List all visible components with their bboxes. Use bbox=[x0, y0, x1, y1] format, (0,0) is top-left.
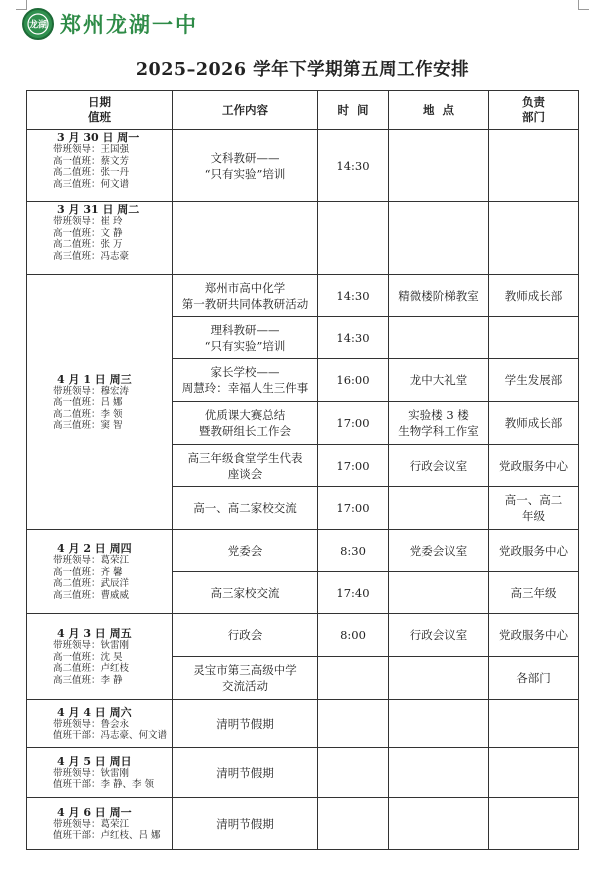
event-time: 17:00 bbox=[318, 402, 389, 445]
event-content: 党委会 bbox=[173, 530, 318, 572]
header-date-duty bbox=[27, 91, 173, 130]
duty-line: 带班领导：葛荣江 bbox=[53, 818, 130, 830]
event-place bbox=[389, 202, 489, 275]
event-dept bbox=[489, 130, 579, 202]
event-dept bbox=[489, 317, 579, 359]
duty-line: 带班领导：穆宏涛 bbox=[53, 385, 130, 397]
page-corner-mark bbox=[578, 0, 589, 10]
day-date: 4 月 4 日 周六 bbox=[57, 705, 132, 719]
duty-line: 值班干部：冯志豪、何文谱 bbox=[53, 730, 168, 741]
event-time bbox=[318, 657, 389, 700]
event-dept: 党政服务中心 bbox=[489, 445, 579, 487]
school-logo-icon bbox=[22, 8, 54, 40]
event-dept: 党政服务中心 bbox=[489, 614, 579, 657]
event-dept bbox=[489, 700, 579, 748]
event-dept: 学生发展部 bbox=[489, 359, 579, 402]
header-content: 工作内容 bbox=[173, 91, 318, 130]
logo-text: 龙湖 bbox=[28, 20, 48, 31]
duty-line: 高一值班：蔡文芳 bbox=[53, 155, 130, 167]
header-date-label: 日期 bbox=[88, 95, 111, 109]
header-dept-label-1: 负责 bbox=[522, 95, 545, 109]
event-time: 8:00 bbox=[318, 614, 389, 657]
event-time: 14:30 bbox=[318, 130, 389, 202]
duty-line: 高二值班：武辰洋 bbox=[53, 578, 130, 589]
duty-line: 高三值班：曹威威 bbox=[53, 589, 130, 601]
event-dept: 教师成长部 bbox=[489, 275, 579, 317]
event-place: 党委会议室 bbox=[389, 530, 489, 572]
day-date: 4 月 3 日 周五 bbox=[57, 627, 132, 640]
table-row bbox=[27, 130, 579, 202]
duty-line: 带班领导：钬雷刚 bbox=[53, 640, 130, 651]
table-row bbox=[27, 700, 579, 748]
duty-line: 值班干部：李 静、李 领 bbox=[53, 779, 155, 790]
day-date: 3 月 30 日 周一 bbox=[57, 131, 140, 144]
duty-line: 带班领导：葛荣江 bbox=[53, 555, 130, 566]
day-cell bbox=[27, 530, 173, 614]
event-content: 高一、高二家校交流 bbox=[173, 487, 318, 530]
event-content: 高三年级食堂学生代表 座谈会 bbox=[173, 445, 318, 487]
duty-line: 高一值班：吕 娜 bbox=[53, 397, 123, 408]
event-place bbox=[389, 317, 489, 359]
event-content: 清明节假期 bbox=[173, 748, 318, 798]
event-dept bbox=[489, 798, 579, 850]
event-time bbox=[318, 798, 389, 850]
table-header-row bbox=[27, 91, 579, 130]
duty-line: 高二值班：张一丹 bbox=[53, 167, 130, 178]
event-time bbox=[318, 202, 389, 275]
event-time: 17:40 bbox=[318, 572, 389, 614]
table-row bbox=[27, 275, 579, 317]
header-time: 时 间 bbox=[318, 91, 389, 130]
day-date: 4 月 5 日 周日 bbox=[57, 754, 132, 768]
table-row bbox=[27, 530, 579, 572]
header-dept-label-2: 部门 bbox=[522, 110, 545, 124]
event-time: 17:00 bbox=[318, 445, 389, 487]
day-date: 4 月 2 日 周四 bbox=[57, 542, 132, 555]
event-time: 14:30 bbox=[318, 275, 389, 317]
duty-line: 高一值班：文 静 bbox=[53, 227, 123, 239]
header-place: 地 点 bbox=[389, 91, 489, 130]
duty-line: 带班领导：崔 玲 bbox=[53, 216, 123, 227]
duty-line: 高二值班：李 领 bbox=[53, 408, 123, 420]
event-place bbox=[389, 487, 489, 530]
duty-line: 高三值班：李 静 bbox=[53, 674, 123, 686]
event-content: 行政会 bbox=[173, 614, 318, 657]
event-content: 清明节假期 bbox=[173, 798, 318, 850]
event-time: 14:30 bbox=[318, 317, 389, 359]
event-content bbox=[173, 202, 318, 275]
event-place: 行政会议室 bbox=[389, 445, 489, 487]
event-content: 高三家校交流 bbox=[173, 572, 318, 614]
event-place: 精微楼阶梯教室 bbox=[389, 275, 489, 317]
event-content: 文科教研—— “只有实验”培训 bbox=[173, 130, 318, 202]
duty-line: 值班干部：卢红枝、吕 娜 bbox=[53, 830, 161, 841]
schedule-table bbox=[26, 90, 579, 850]
event-time bbox=[318, 748, 389, 798]
table-row bbox=[27, 748, 579, 798]
duty-line: 带班领导：钬雷刚 bbox=[53, 767, 130, 779]
event-dept bbox=[489, 202, 579, 275]
school-name: 郑州龙湖一中 bbox=[60, 13, 198, 37]
event-content: 郑州市高中化学 第一教研共同体教研活动 bbox=[173, 275, 318, 317]
day-cell bbox=[27, 275, 173, 530]
event-time: 16:00 bbox=[318, 359, 389, 402]
event-place bbox=[389, 130, 489, 202]
event-dept: 高一、高二 年级 bbox=[489, 487, 579, 530]
day-cell bbox=[27, 798, 173, 850]
event-dept: 党政服务中心 bbox=[489, 530, 579, 572]
duty-line: 高二值班：卢红枝 bbox=[53, 663, 130, 674]
event-place: 行政会议室 bbox=[389, 614, 489, 657]
day-date: 4 月 6 日 周一 bbox=[57, 805, 132, 819]
event-time bbox=[318, 700, 389, 748]
header-duty-label: 值班 bbox=[88, 110, 111, 124]
table-row bbox=[27, 202, 579, 275]
school-header bbox=[22, 7, 198, 41]
table-row bbox=[27, 614, 579, 657]
event-content: 理科教研—— “只有实验”培训 bbox=[173, 317, 318, 359]
event-dept: 教师成长部 bbox=[489, 402, 579, 445]
duty-line: 高三值班：冯志豪 bbox=[53, 250, 130, 262]
event-content: 清明节假期 bbox=[173, 700, 318, 748]
event-place bbox=[389, 748, 489, 798]
event-content: 灵宝市第三高级中学 交流活动 bbox=[173, 657, 318, 700]
day-cell bbox=[27, 748, 173, 798]
event-dept: 高三年级 bbox=[489, 572, 579, 614]
logo-emblem-icon bbox=[26, 12, 50, 36]
event-place bbox=[389, 700, 489, 748]
event-dept: 各部门 bbox=[489, 657, 579, 700]
header-dept bbox=[489, 91, 579, 130]
duty-line: 带班领导：鲁会永 bbox=[53, 718, 130, 730]
event-time: 17:00 bbox=[318, 487, 389, 530]
event-place: 实验楼 3 楼 生物学科工作室 bbox=[389, 402, 489, 445]
duty-line: 高一值班：沈 昊 bbox=[53, 651, 123, 663]
day-cell bbox=[27, 700, 173, 748]
duty-line: 高一值班：齐 馨 bbox=[53, 566, 123, 578]
page-title: 2025–2026 学年下学期第五周工作安排 bbox=[135, 60, 470, 80]
duty-line: 带班领导：王国强 bbox=[53, 144, 130, 155]
duty-line: 高二值班：张 万 bbox=[53, 239, 123, 250]
event-content: 优质课大赛总结 暨教研组长工作会 bbox=[173, 402, 318, 445]
event-place bbox=[389, 798, 489, 850]
event-place bbox=[389, 657, 489, 700]
event-time: 8:30 bbox=[318, 530, 389, 572]
duty-line: 高三值班：何文谱 bbox=[53, 178, 130, 190]
day-cell bbox=[27, 130, 173, 202]
day-cell bbox=[27, 202, 173, 275]
event-place bbox=[389, 572, 489, 614]
day-date: 3 月 31 日 周二 bbox=[57, 203, 140, 216]
day-date: 4 月 1 日 周三 bbox=[57, 372, 132, 386]
table-row bbox=[27, 798, 579, 850]
event-content: 家长学校—— 周慧玲：幸福人生三件事 bbox=[173, 359, 318, 402]
event-dept bbox=[489, 748, 579, 798]
event-place: 龙中大礼堂 bbox=[389, 359, 489, 402]
day-cell bbox=[27, 614, 173, 700]
duty-line: 高三值班：窦 智 bbox=[53, 420, 123, 431]
